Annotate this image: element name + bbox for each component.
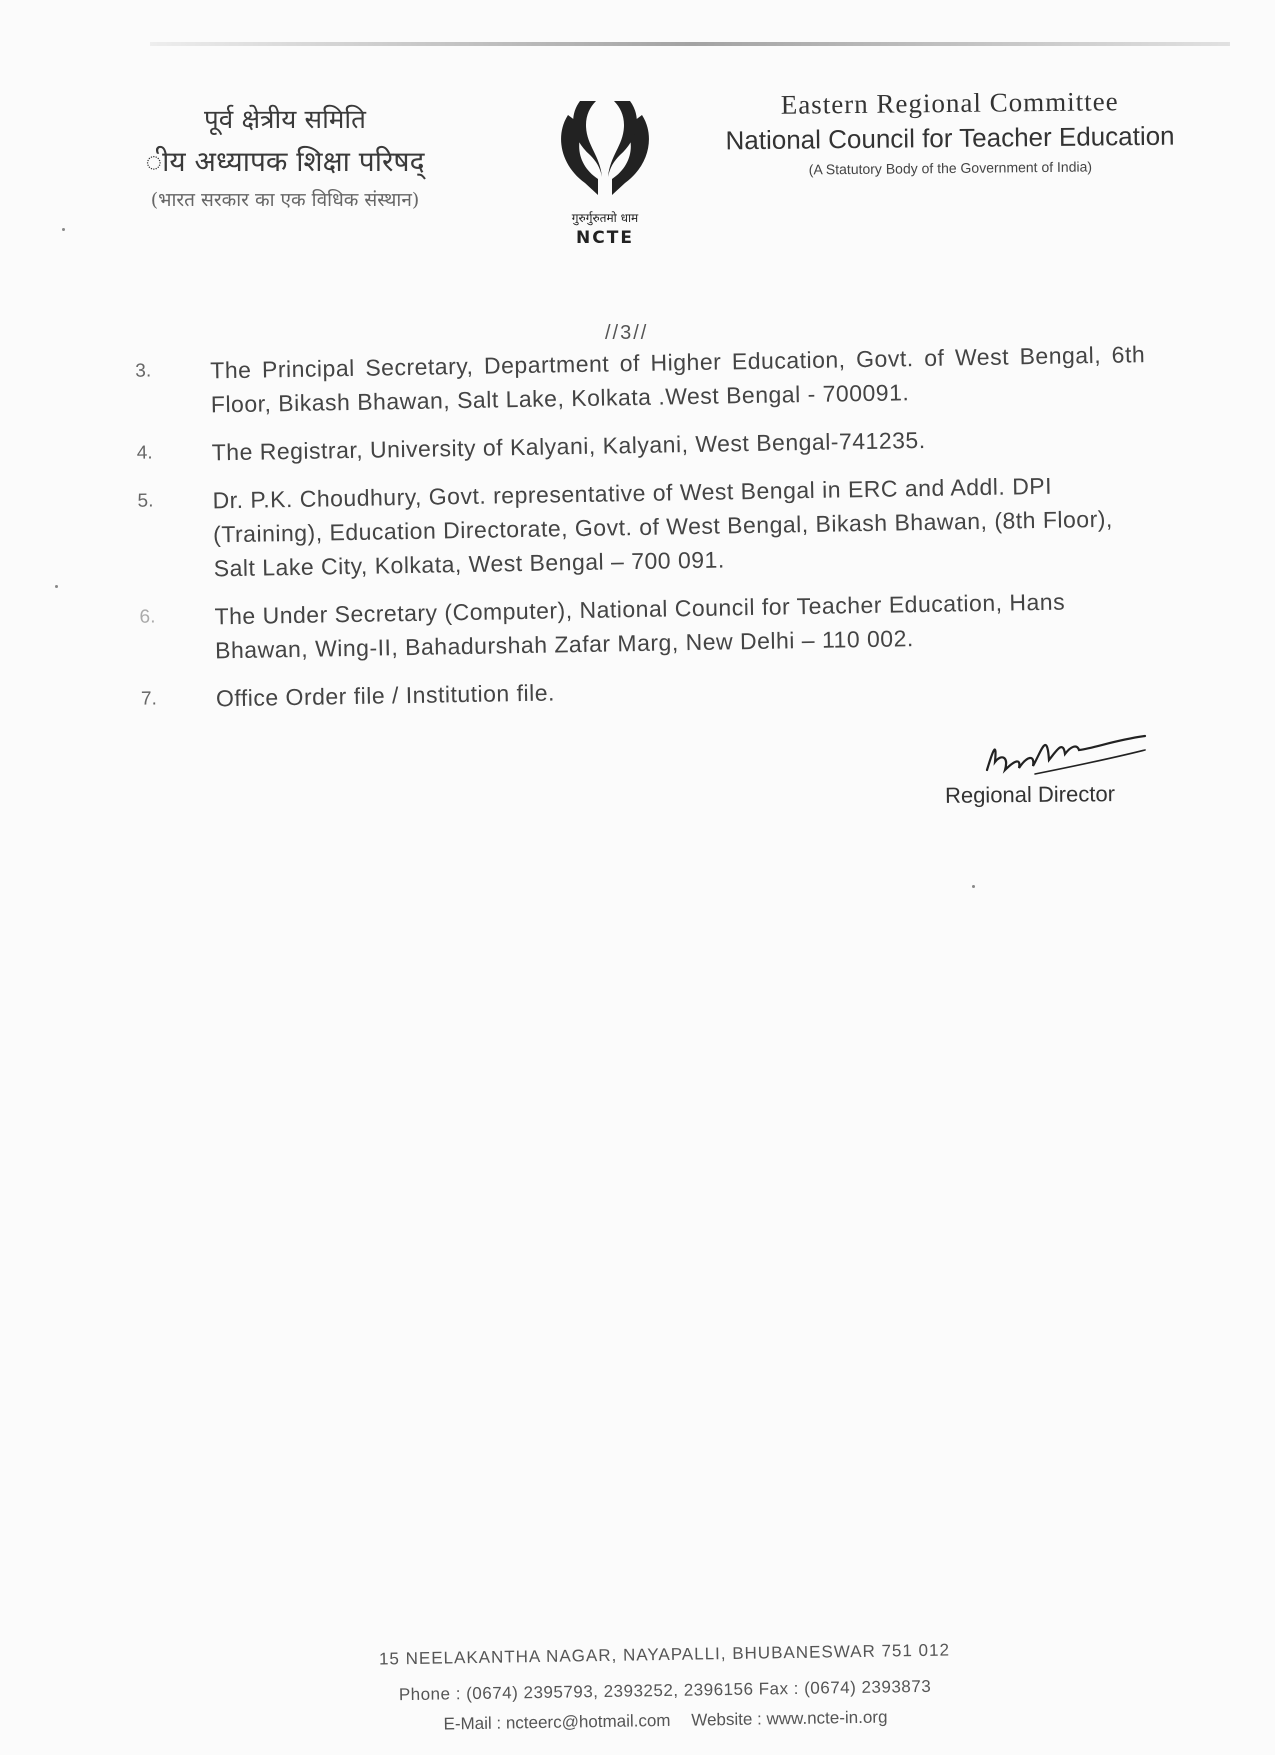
scan-speck (55, 585, 58, 588)
footer-website: Website : www.ncte-in.org (691, 1707, 888, 1730)
list-item-number: 7. (140, 688, 158, 710)
signatory-title: Regional Director (944, 781, 1116, 808)
logo-motto: गुरुर्गुरुतमो धाम (571, 211, 639, 225)
list-item (122, 467, 1164, 587)
list-item-number: 6. (139, 606, 156, 628)
english-letterhead (690, 85, 1211, 178)
hindi-letterhead (70, 100, 500, 212)
ncte-logo (540, 95, 670, 265)
hindi-council-name: ीय अध्यापक शिक्षा परिषद् (145, 145, 425, 178)
distribution-list (120, 337, 1166, 731)
list-item-number: 3. (135, 360, 152, 382)
list-item-text: Office Order file / Institution file. (215, 679, 556, 712)
list-item (124, 583, 1165, 669)
council-name: National Council for Teacher Education (725, 120, 1175, 156)
list-item (121, 419, 1161, 471)
scan-edge-shadow (150, 42, 1230, 46)
letterhead-footer (299, 1639, 1030, 1736)
handwritten-signature (975, 710, 1155, 790)
committee-name: Eastern Regional Committee (780, 86, 1119, 120)
footer-phone: Phone : (0674) 2395793, 2393252, 2396156 Fax : (0674) 2393873 (398, 1676, 932, 1705)
list-item-number: 5. (137, 490, 154, 512)
footer-address: 15 NEELAKANTHA NAGAR, NAYAPALLI, BHUBANESWAR 751 012 (378, 1640, 951, 1669)
footer-email: E-Mail : ncteerc@hotmail.com (443, 1710, 671, 1734)
page-number: //3// (605, 322, 649, 344)
hindi-statutory-note: (भारत सरकार का एक विधिक संस्थान) (150, 189, 420, 211)
scan-speck (62, 228, 65, 231)
ncte-hands-emblem-icon (550, 95, 660, 205)
hindi-committee-name: पूर्व क्षेत्रीय समिति (204, 105, 366, 135)
statutory-note: (A Statutory Body of the Government of India) (808, 158, 1093, 178)
list-item-number: 4. (136, 442, 153, 464)
list-item-text: Dr. P.K. Choudhury, Govt. representative of West Bengal in ERC and Addl. DPI (Training), Education Directorate, Govt. of West Bengal, Bikash Bhawan, (8th Floor), Salt Lake City, Kolkata, West Bengal – 700 091. (212, 472, 1114, 582)
footer-contact (300, 1705, 1030, 1736)
list-item-text: The Registrar, University of Kalyani, Kalyani, West Bengal-741235. (211, 426, 926, 466)
list-item-text: The Under Secretary (Computer), National Council for Teacher Education, Hans Bhawan, Wing-II, Bahadurshah Zafar Marg, New Delhi – 110 002. (214, 588, 1066, 664)
logo-abbreviation: NCTE (576, 228, 634, 248)
list-item (120, 337, 1161, 423)
scan-speck (972, 885, 975, 888)
list-item-text: The Principal Secretary, Department of Higher Education, Govt. of West Bengal, 6th Floor, Bikash Bhawan, Salt Lake, Kolkata .West Bengal - 700091. (210, 341, 1146, 418)
